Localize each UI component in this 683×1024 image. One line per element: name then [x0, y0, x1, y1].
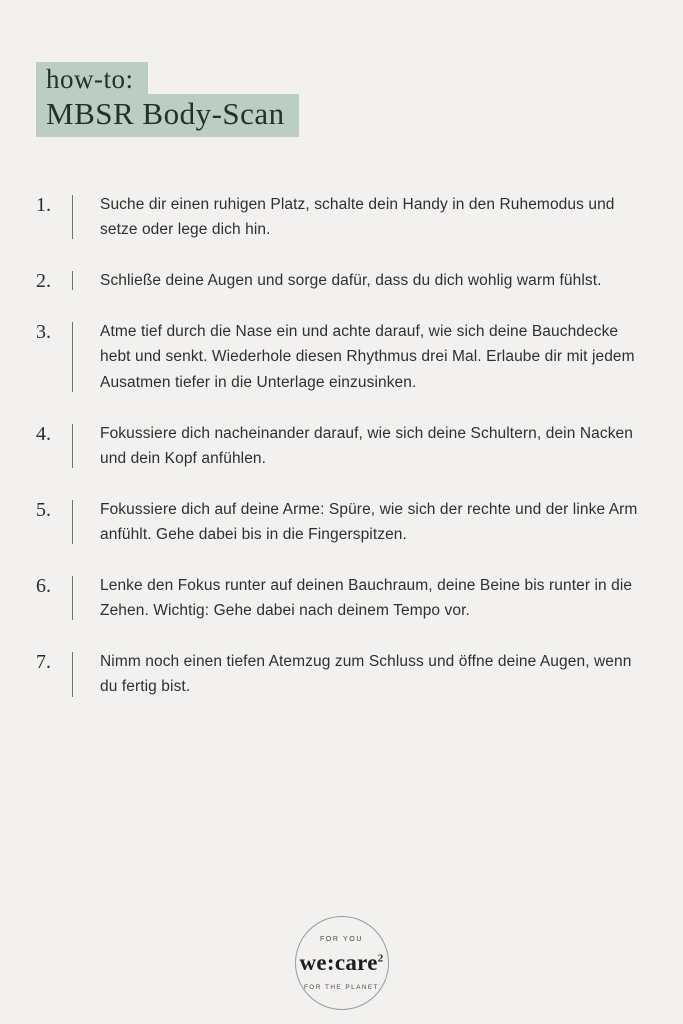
step-divider	[72, 322, 73, 391]
step-number: 1.	[36, 194, 51, 216]
logo-wordmark-text: we:care	[299, 949, 378, 975]
step-divider	[72, 271, 73, 290]
logo-wordmark	[299, 950, 383, 976]
footer	[0, 916, 683, 1010]
logo-tagline-bottom: FOR THE PLANET	[303, 983, 380, 991]
list-item	[36, 268, 648, 293]
step-text: Nimm noch einen tiefen Atemzug zum Schluss und öffne deine Augen, wenn du fertig bist.	[100, 653, 632, 696]
steps-list	[36, 192, 648, 726]
step-number: 2.	[36, 270, 51, 293]
step-divider	[72, 576, 73, 620]
step-text: Fokussiere dich auf deine Arme: Spüre, wie sich der rechte und der linke Arm anfühlt. Gehe dabei bis in die Fingerspitzen.	[100, 500, 638, 543]
list-item	[36, 497, 648, 547]
step-divider	[72, 652, 73, 696]
title-line-howto: how-to:	[36, 62, 148, 95]
step-number: 6.	[36, 575, 51, 598]
step-divider	[72, 424, 73, 468]
step-number: 5.	[36, 498, 51, 521]
step-text: Suche dir einen ruhigen Platz, schalte dein Handy in den Ruhemodus und setze oder lege dich hin.	[100, 196, 615, 239]
step-text: Schließe deine Augen und sorge dafür, dass du dich wohlig warm fühlst.	[100, 272, 602, 290]
step-number: 3.	[36, 321, 51, 344]
list-item	[36, 573, 648, 623]
step-text: Atme tief durch die Nase ein und achte darauf, wie sich deine Bauchdecke hebt und senkt. Wiederhole diesen Rhythmus drei Mal. Erlaube dir mit jedem Ausatmen tiefer in die Unterlage einzusinken.	[100, 323, 635, 391]
list-item	[36, 319, 648, 394]
page-title	[36, 62, 299, 137]
brand-logo	[295, 916, 389, 1010]
step-text: Lenke den Fokus runter auf deinen Bauchraum, deine Beine bis runter in die Zehen. Wichtig: Gehe dabei nach deinem Tempo vor.	[100, 577, 633, 620]
list-item	[36, 192, 648, 242]
list-item	[36, 649, 648, 699]
logo-tagline-top: FOR YOU	[320, 935, 363, 943]
step-number: 4.	[36, 422, 51, 445]
step-divider	[72, 500, 73, 544]
logo-superscript: 2	[377, 951, 384, 964]
step-text: Fokussiere dich nacheinander darauf, wie sich deine Schultern, dein Nacken und dein Kopf anfühlen.	[100, 424, 633, 467]
title-line-subject: MBSR Body-Scan	[36, 94, 299, 137]
step-divider	[72, 195, 73, 239]
list-item	[36, 421, 648, 471]
step-number: 7.	[36, 651, 51, 674]
